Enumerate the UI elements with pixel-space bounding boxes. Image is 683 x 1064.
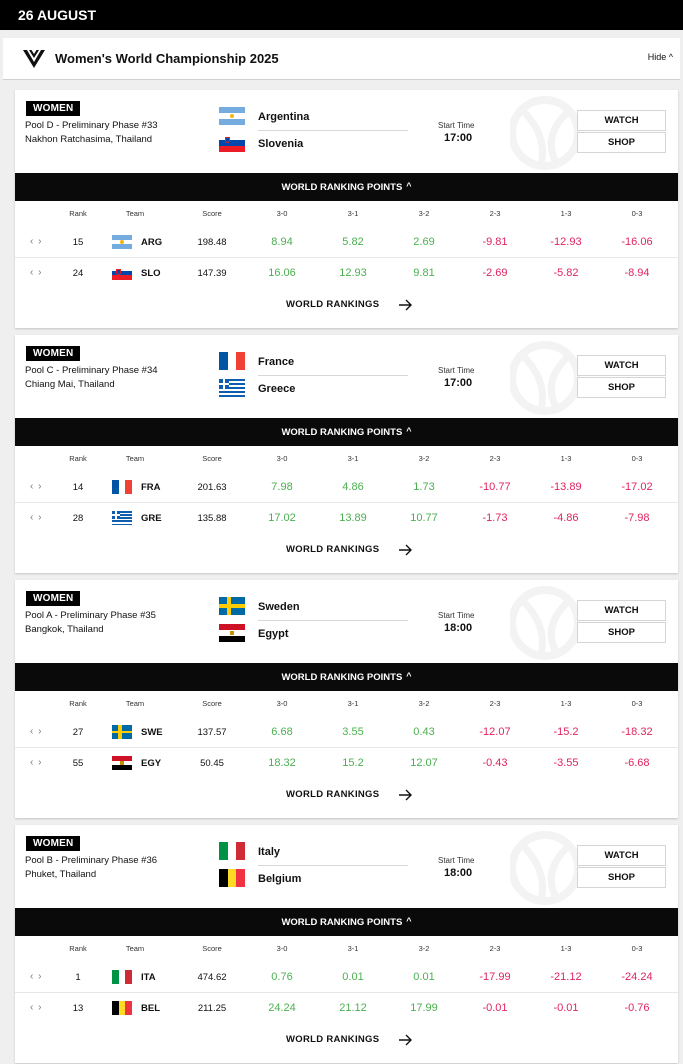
- points-cell: 21.12: [339, 1002, 367, 1014]
- volleyball-watermark-icon: [510, 586, 580, 660]
- chevron-up-icon: ^: [406, 916, 412, 926]
- shop-button[interactable]: SHOP: [577, 377, 666, 398]
- shop-button[interactable]: SHOP: [577, 622, 666, 643]
- rank-cell: 1: [75, 972, 81, 983]
- points-cell: -0.01: [482, 1002, 508, 1014]
- chevron-up-icon: ^: [406, 181, 412, 191]
- points-cell: 8.94: [271, 236, 293, 248]
- ranking-row: [15, 749, 678, 779]
- expand-arrows-icon[interactable]: ‹ ›: [30, 512, 43, 523]
- column-header: 3-2: [418, 699, 430, 708]
- world-rankings-link[interactable]: WORLD RANKINGS: [286, 544, 380, 555]
- pool-phase: Pool C - Preliminary Phase #34: [25, 365, 158, 376]
- rank-cell: 15: [72, 237, 84, 248]
- ranking-points-toggle[interactable]: [15, 173, 678, 201]
- team-code: ITA: [141, 972, 156, 983]
- column-header: Score: [202, 454, 222, 463]
- points-cell: -4.86: [553, 512, 579, 524]
- ranking-points-label: WORLD RANKING POINTS: [281, 672, 403, 683]
- start-time: 18:00: [444, 622, 473, 634]
- chevron-up-icon: ^: [406, 426, 412, 436]
- team-home[interactable]: Sweden: [258, 601, 300, 613]
- world-rankings-link[interactable]: WORLD RANKINGS: [286, 789, 380, 800]
- ranking-table: [15, 201, 678, 328]
- team-code: BEL: [141, 1003, 160, 1014]
- team-code: SLO: [141, 268, 161, 279]
- column-header: Score: [202, 699, 222, 708]
- ranking-points-toggle[interactable]: [15, 908, 678, 936]
- ranking-points-label: WORLD RANKING POINTS: [281, 182, 403, 193]
- match-info: [15, 335, 678, 418]
- points-cell: -9.81: [482, 236, 508, 248]
- start-time: 17:00: [444, 132, 473, 144]
- swe-flag-icon: [112, 725, 132, 739]
- chevron-up-icon: ^: [406, 671, 412, 681]
- expand-arrows-icon[interactable]: ‹ ›: [30, 267, 43, 278]
- volleyball-logo-icon: [22, 48, 46, 70]
- start-time: 17:00: [444, 377, 473, 389]
- expand-arrows-icon[interactable]: ‹ ›: [30, 236, 43, 247]
- bel-flag-icon: [112, 1001, 132, 1015]
- match-card: [15, 90, 678, 328]
- team-code: FRA: [141, 482, 161, 493]
- points-cell: 24.24: [268, 1002, 296, 1014]
- column-header: Team: [125, 209, 145, 218]
- ranking-points-toggle[interactable]: [15, 418, 678, 446]
- ranking-row: [15, 963, 678, 993]
- rank-cell: 13: [72, 1003, 84, 1014]
- score-cell: 50.45: [200, 758, 224, 769]
- arrow-right-icon[interactable]: [399, 789, 413, 801]
- points-cell: -3.55: [553, 757, 579, 769]
- points-cell: 18.32: [268, 757, 296, 769]
- column-header: 0-3: [631, 454, 643, 463]
- column-header: 3-2: [418, 209, 430, 218]
- points-cell: -5.82: [553, 267, 579, 279]
- hide-label: Hide: [647, 52, 667, 62]
- team-code: SWE: [141, 727, 163, 738]
- points-cell: 2.69: [413, 236, 435, 248]
- team-away[interactable]: Greece: [258, 383, 296, 395]
- watch-button[interactable]: WATCH: [577, 110, 666, 131]
- rank-cell: 27: [72, 727, 84, 738]
- ranking-row: [15, 228, 678, 258]
- points-cell: 3.55: [342, 726, 364, 738]
- points-cell: -1.73: [482, 512, 508, 524]
- volleyball-watermark-icon: [510, 96, 580, 170]
- rank-cell: 28: [72, 513, 84, 524]
- points-cell: -0.01: [553, 1002, 579, 1014]
- expand-arrows-icon[interactable]: ‹ ›: [30, 971, 43, 982]
- ranking-row: [15, 473, 678, 503]
- score-cell: 201.63: [197, 482, 227, 493]
- category-badge: WOMEN: [26, 101, 80, 116]
- column-header: 0-3: [631, 209, 643, 218]
- team-away[interactable]: Egypt: [258, 628, 289, 640]
- fra-flag-icon: [219, 352, 245, 370]
- match-info: [15, 580, 678, 663]
- rank-cell: 24: [72, 268, 84, 279]
- column-header: Score: [202, 209, 222, 218]
- points-cell: 17.02: [268, 512, 296, 524]
- points-cell: 5.82: [342, 236, 364, 248]
- column-header: 0-3: [631, 699, 643, 708]
- points-cell: -15.2: [553, 726, 579, 738]
- venue: Chiang Mai, Thailand: [25, 379, 115, 390]
- column-header: 3-2: [418, 454, 430, 463]
- column-header: Rank: [69, 944, 87, 953]
- column-header: 3-1: [347, 699, 359, 708]
- fra-flag-icon: [112, 480, 132, 494]
- venue: Phuket, Thailand: [25, 869, 97, 880]
- team-home[interactable]: France: [258, 356, 295, 368]
- bel-flag-icon: [219, 869, 245, 887]
- chevron-up-icon: ^: [668, 52, 673, 62]
- points-cell: 0.01: [342, 971, 364, 983]
- pool-phase: Pool D - Preliminary Phase #33: [25, 120, 158, 131]
- score-cell: 198.48: [197, 237, 227, 248]
- rank-cell: 55: [72, 758, 84, 769]
- points-cell: 6.68: [271, 726, 293, 738]
- shop-button[interactable]: SHOP: [577, 132, 666, 153]
- team-divider: [258, 130, 408, 131]
- points-cell: 17.99: [410, 1002, 438, 1014]
- venue: Nakhon Ratchasima, Thailand: [25, 134, 153, 145]
- date-header: 26 AUGUST: [0, 0, 683, 30]
- column-header: 2-3: [489, 944, 501, 953]
- column-header: Rank: [69, 454, 87, 463]
- arg-flag-icon: [112, 235, 132, 249]
- arg-flag-icon: [219, 107, 245, 125]
- points-cell: -0.76: [624, 1002, 650, 1014]
- competition-header: [3, 38, 680, 80]
- arrow-right-icon[interactable]: [399, 1034, 413, 1046]
- column-header: 3-0: [276, 944, 288, 953]
- column-header: 1-3: [560, 209, 572, 218]
- match-info: [15, 825, 678, 908]
- team-code: GRE: [141, 513, 162, 524]
- match-card: [15, 335, 678, 573]
- points-cell: -24.24: [621, 971, 653, 983]
- team-divider: [258, 865, 408, 866]
- points-cell: -12.93: [550, 236, 582, 248]
- points-cell: -6.68: [624, 757, 650, 769]
- points-cell: -21.12: [550, 971, 582, 983]
- points-cell: -0.43: [482, 757, 508, 769]
- team-home[interactable]: Argentina: [258, 111, 310, 123]
- points-cell: 7.98: [271, 481, 293, 493]
- category-badge: WOMEN: [26, 346, 80, 361]
- points-cell: 1.73: [413, 481, 435, 493]
- venue: Bangkok, Thailand: [25, 624, 104, 635]
- egy-flag-icon: [112, 756, 132, 770]
- column-header: Team: [125, 454, 145, 463]
- points-cell: 0.43: [413, 726, 435, 738]
- category-badge: WOMEN: [26, 836, 80, 851]
- shop-button[interactable]: SHOP: [577, 867, 666, 888]
- column-header: 3-1: [347, 454, 359, 463]
- match-card: [15, 580, 678, 818]
- start-time-label: Start Time: [438, 366, 475, 375]
- column-header: 1-3: [560, 454, 572, 463]
- ita-flag-icon: [219, 842, 245, 860]
- pool-phase: Pool A - Preliminary Phase #35: [25, 610, 156, 621]
- column-header: 0-3: [631, 944, 643, 953]
- column-header: 3-0: [276, 454, 288, 463]
- swe-flag-icon: [219, 597, 245, 615]
- column-header: Team: [125, 699, 145, 708]
- points-cell: -13.89: [550, 481, 582, 493]
- column-header: 1-3: [560, 699, 572, 708]
- slo-flag-icon: [219, 134, 245, 152]
- column-header: 3-0: [276, 209, 288, 218]
- ranking-table: [15, 446, 678, 573]
- slo-flag-icon: [112, 266, 132, 280]
- ranking-points-label: WORLD RANKING POINTS: [281, 427, 403, 438]
- team-home[interactable]: Italy: [258, 846, 281, 858]
- points-cell: -17.99: [479, 971, 511, 983]
- points-cell: 0.01: [413, 971, 435, 983]
- volleyball-watermark-icon: [510, 831, 580, 905]
- expand-arrows-icon[interactable]: ‹ ›: [30, 726, 43, 737]
- expand-arrows-icon[interactable]: ‹ ›: [30, 481, 43, 492]
- column-header: 1-3: [560, 944, 572, 953]
- points-cell: 0.76: [271, 971, 293, 983]
- points-cell: 12.93: [339, 267, 367, 279]
- score-cell: 211.25: [197, 1003, 227, 1014]
- points-cell: -18.32: [621, 726, 653, 738]
- team-divider: [258, 375, 408, 376]
- egy-flag-icon: [219, 624, 245, 642]
- points-cell: 16.06: [268, 267, 296, 279]
- gre-flag-icon: [112, 511, 132, 525]
- column-header: 2-3: [489, 454, 501, 463]
- column-header: 2-3: [489, 699, 501, 708]
- start-time-label: Start Time: [438, 611, 475, 620]
- team-away[interactable]: Slovenia: [258, 138, 304, 150]
- points-cell: -16.06: [621, 236, 653, 248]
- column-header: Team: [125, 944, 145, 953]
- team-code: EGY: [141, 758, 162, 769]
- column-header: Score: [202, 944, 222, 953]
- ranking-row: [15, 259, 678, 289]
- column-header: Rank: [69, 699, 87, 708]
- ranking-points-label: WORLD RANKING POINTS: [281, 917, 403, 928]
- points-cell: -17.02: [621, 481, 653, 493]
- column-header: Rank: [69, 209, 87, 218]
- points-cell: 10.77: [410, 512, 438, 524]
- column-header: 3-2: [418, 944, 430, 953]
- watch-button[interactable]: WATCH: [577, 355, 666, 376]
- world-rankings-link[interactable]: WORLD RANKINGS: [286, 299, 380, 310]
- start-time-label: Start Time: [438, 121, 475, 130]
- world-rankings-link[interactable]: WORLD RANKINGS: [286, 1034, 380, 1045]
- points-cell: -10.77: [479, 481, 511, 493]
- score-cell: 137.57: [197, 727, 227, 738]
- team-away[interactable]: Belgium: [258, 873, 302, 885]
- ranking-row: [15, 718, 678, 748]
- points-cell: 15.2: [342, 757, 364, 769]
- column-header: 3-0: [276, 699, 288, 708]
- score-cell: 147.39: [197, 268, 227, 279]
- watch-button[interactable]: WATCH: [577, 845, 666, 866]
- match-info: [15, 90, 678, 173]
- points-cell: -12.07: [479, 726, 511, 738]
- ita-flag-icon: [112, 970, 132, 984]
- ranking-points-toggle[interactable]: [15, 663, 678, 691]
- points-cell: -8.94: [624, 267, 650, 279]
- ranking-table: [15, 691, 678, 818]
- gre-flag-icon: [219, 379, 245, 397]
- start-time-label: Start Time: [438, 856, 475, 865]
- points-cell: 4.86: [342, 481, 364, 493]
- team-divider: [258, 620, 408, 621]
- points-cell: -7.98: [624, 512, 650, 524]
- rank-cell: 14: [72, 482, 84, 493]
- arrow-right-icon[interactable]: [399, 544, 413, 556]
- start-time: 18:00: [444, 867, 473, 879]
- column-header: 2-3: [489, 209, 501, 218]
- score-cell: 135.88: [197, 513, 227, 524]
- ranking-row: [15, 504, 678, 534]
- volleyball-watermark-icon: [510, 341, 580, 415]
- points-cell: 9.81: [413, 267, 435, 279]
- column-header: 3-1: [347, 209, 359, 218]
- category-badge: WOMEN: [26, 591, 80, 606]
- expand-arrows-icon[interactable]: ‹ ›: [30, 1002, 43, 1013]
- team-code: ARG: [141, 237, 163, 248]
- ranking-table: [15, 936, 678, 1063]
- match-card: [15, 825, 678, 1063]
- watch-button[interactable]: WATCH: [577, 600, 666, 621]
- score-cell: 474.62: [197, 972, 227, 983]
- pool-phase: Pool B - Preliminary Phase #36: [25, 855, 158, 866]
- points-cell: -2.69: [482, 267, 508, 279]
- points-cell: 12.07: [410, 757, 438, 769]
- hide-button[interactable]: [648, 52, 673, 62]
- competition-title: Women's World Championship 2025: [55, 51, 279, 66]
- column-header: 3-1: [347, 944, 359, 953]
- expand-arrows-icon[interactable]: ‹ ›: [30, 757, 43, 768]
- points-cell: 13.89: [339, 512, 367, 524]
- ranking-row: [15, 994, 678, 1024]
- arrow-right-icon[interactable]: [399, 299, 413, 311]
